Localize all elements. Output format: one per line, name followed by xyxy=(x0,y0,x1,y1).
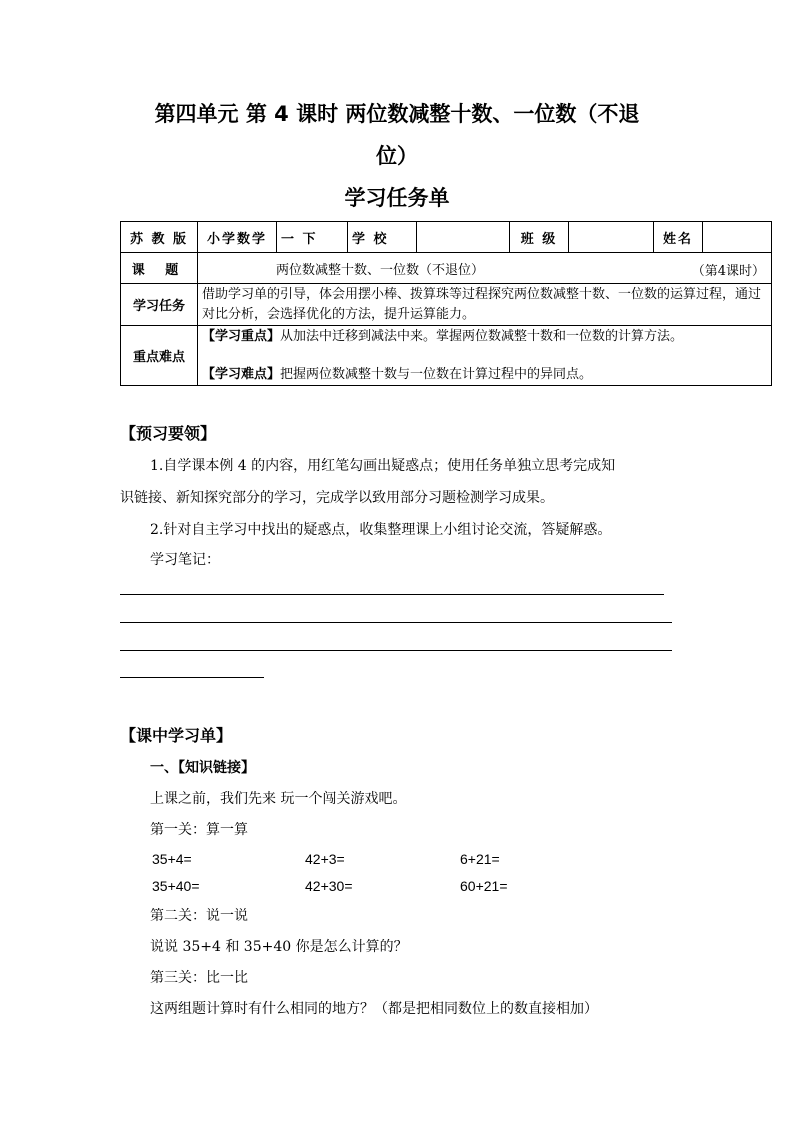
level-3-question: 这两组题计算时有什么相同的地方？（都是把相同数位上的数直接相加） xyxy=(150,1001,598,1017)
exercise-item: 6+21= xyxy=(460,851,500,867)
key-label: 重点难点 xyxy=(121,326,198,386)
difficulty xyxy=(202,365,767,385)
key-point-text: 从加法中迁移到减法中来。掌握两位数减整十数和一位数的计算方法。 xyxy=(280,328,684,344)
class-sheet-heading: 【课中学习单】 xyxy=(120,726,233,745)
key-content xyxy=(198,326,772,386)
name-value-field[interactable] xyxy=(703,222,772,253)
knowledge-link-heading: 一、【知识链接】 xyxy=(150,760,255,776)
school-value-field[interactable] xyxy=(417,222,510,253)
notes-line[interactable] xyxy=(120,622,672,623)
exercise-item: 60+21= xyxy=(460,878,508,894)
topic-value-cell xyxy=(198,253,772,284)
preview-item-1-continued: 识链接、新知探究部分的学习，完成学以致用部分习题检测学习成果。 xyxy=(120,490,554,506)
info-table xyxy=(120,221,772,386)
key-row xyxy=(121,326,772,386)
page-title-continued: 位） xyxy=(376,144,418,168)
level-2-question: 说说 35+4 和 35+40 你是怎么计算的？ xyxy=(150,939,408,955)
level-3-label: 第三关：比一比 xyxy=(150,970,248,986)
task-row xyxy=(121,284,772,326)
class-value-field[interactable] xyxy=(569,222,654,253)
page-title: 第四单元 第 4 课时 两位数减整十数、一位数（不退 xyxy=(154,102,640,126)
exercise-item: 42+30= xyxy=(305,878,353,894)
task-text: 借助学习单的引导，体会用摆小棒、拨算珠等过程探究两位数减整十数、一位数的运算过程，通过对比分析，会选择优化的方法，提升运算能力。 xyxy=(198,284,772,326)
subject-cell: 小学数学 xyxy=(198,222,277,253)
notes-label: 学习笔记： xyxy=(150,552,220,568)
difficulty-tag: 【学习难点】 xyxy=(202,366,281,382)
school-label: 学 校 xyxy=(348,222,417,253)
lesson-number: （第4课时） xyxy=(691,264,765,279)
exercise-item: 35+40= xyxy=(152,878,200,894)
level-2-label: 第二关：说一说 xyxy=(150,908,248,924)
task-label: 学习任务 xyxy=(121,284,198,326)
sheet-title: 学习任务单 xyxy=(344,186,450,210)
preview-item-2: 2.针对自主学习中找出的疑惑点，收集整理课上小组讨论交流，答疑解惑。 xyxy=(150,522,612,538)
preview-heading: 【预习要领】 xyxy=(120,424,217,443)
difficulty-text: 把握两位数减整十数与一位数在计算过程中的异同点。 xyxy=(280,366,593,382)
grade-cell: 一 下 xyxy=(277,222,348,253)
topic-value: 两位数减整十数、一位数（不退位） xyxy=(276,262,485,278)
edition-cell: 苏 教 版 xyxy=(121,222,198,253)
preview-item-1: 1.自学课本例 4 的内容，用红笔勾画出疑惑点；使用任务单独立思考完成知 xyxy=(150,458,616,474)
topic-row xyxy=(121,253,772,284)
exercise-item: 42+3= xyxy=(305,851,345,867)
class-label: 班 级 xyxy=(510,222,569,253)
name-label: 姓名 xyxy=(654,222,703,253)
notes-line[interactable] xyxy=(120,650,672,651)
info-row-header xyxy=(121,222,772,253)
key-point xyxy=(202,327,767,347)
notes-line[interactable] xyxy=(120,677,264,678)
topic-label: 课 题 xyxy=(121,253,198,284)
exercise-item: 35+4= xyxy=(152,851,192,867)
level-1-label: 第一关：算一算 xyxy=(150,822,248,838)
notes-line[interactable] xyxy=(120,594,664,595)
key-point-tag: 【学习重点】 xyxy=(202,328,281,344)
intro-text: 上课之前，我们先来 玩一个闯关游戏吧。 xyxy=(150,791,407,807)
